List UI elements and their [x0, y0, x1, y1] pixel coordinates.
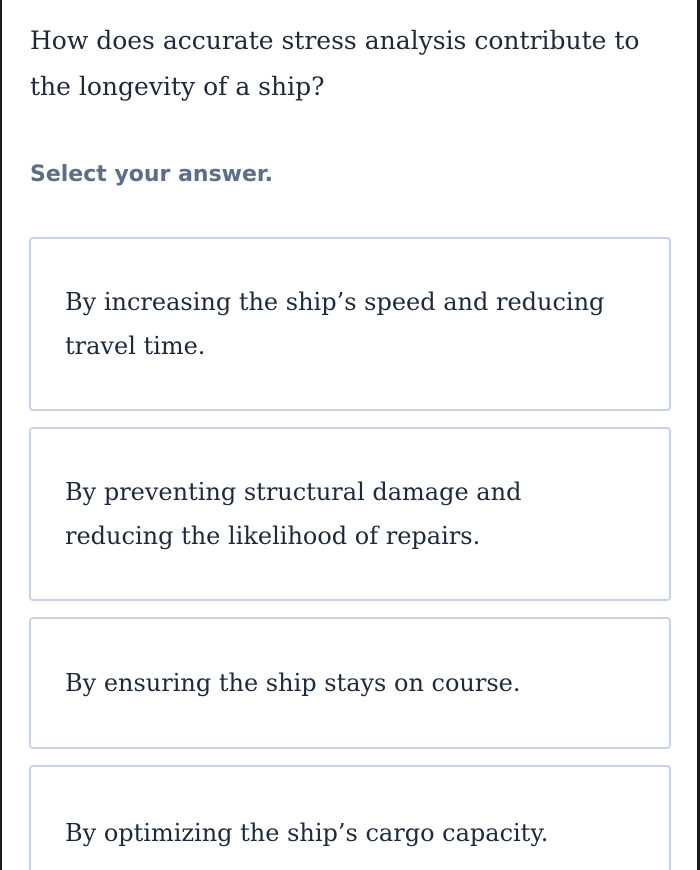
answer-option-4-label: By optimizing the ship’s cargo capacity.: [65, 819, 549, 847]
answer-option-1-label: By increasing the ship’s speed and reducing travel time.: [65, 288, 605, 360]
left-edge-divider: [0, 0, 2, 870]
answer-options-list: [29, 237, 671, 870]
answer-option-2-label: By preventing structural damage and reducing the likelihood of repairs.: [65, 478, 522, 550]
answer-option-3[interactable]: [29, 617, 671, 749]
answer-option-2[interactable]: [29, 427, 671, 601]
question-text: How does accurate stress analysis contribute to the longevity of a ship?: [30, 26, 640, 101]
answer-option-4[interactable]: [29, 765, 671, 870]
answer-option-3-label: By ensuring the ship stays on course.: [65, 669, 521, 697]
instruction-text: Select your answer.: [30, 162, 273, 187]
answer-option-1[interactable]: [29, 237, 671, 411]
